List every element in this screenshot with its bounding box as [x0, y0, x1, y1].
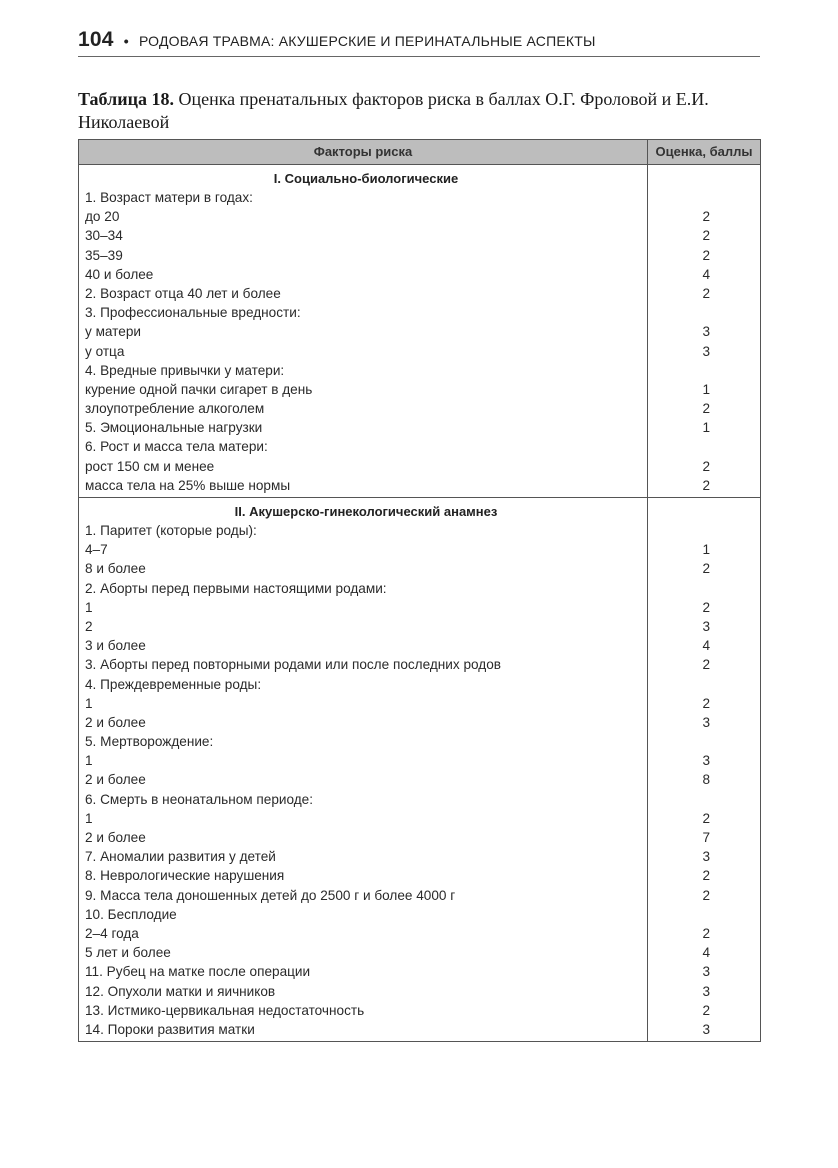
factor-label: рост 150 см и менее	[85, 458, 215, 474]
factor-score: 3	[702, 618, 710, 634]
factor-score	[648, 437, 760, 456]
factor-score: 2	[702, 247, 710, 263]
factor-label: 3. Профессиональные вредности:	[85, 305, 301, 321]
factor-label: 1	[85, 599, 93, 615]
risk-factors-table	[78, 139, 761, 1042]
factor-label: 4. Вредные привычки у матери:	[85, 362, 285, 378]
factor-score	[648, 521, 760, 540]
factors-column	[79, 498, 648, 1041]
scores-column	[648, 498, 760, 1041]
factor-label: 14. Пороки развития матки	[85, 1021, 255, 1037]
factor-label: 2 и более	[85, 714, 146, 730]
factor-label: 1. Паритет (которые роды):	[85, 523, 257, 538]
factor-score: 3	[702, 983, 710, 999]
factor-label: 6. Рост и масса тела матери:	[85, 439, 268, 455]
factor-score	[648, 361, 760, 380]
factor-score: 3	[702, 343, 710, 359]
factor-label: до 20	[85, 209, 120, 225]
factor-label: 4–7	[85, 542, 108, 558]
factor-score: 2	[702, 599, 710, 615]
factor-score: 1	[702, 420, 710, 436]
header-separator: •	[123, 33, 129, 49]
factor-label: 3 и более	[85, 638, 146, 654]
factor-score: 1	[702, 381, 710, 397]
factor-label: 35–39	[85, 247, 123, 263]
factor-label: 2. Возраст отца 40 лет и более	[85, 285, 281, 301]
factor-label: у матери	[85, 324, 141, 340]
table-section	[79, 165, 760, 497]
factor-label: 1	[85, 695, 93, 711]
factor-label: 10. Бесплодие	[85, 906, 177, 922]
factor-score: 2	[702, 458, 710, 474]
factor-label: 1	[85, 753, 93, 769]
caption-text: Оценка пренатальных факторов риска в баллах О.Г. Фроловой и Е.И. Николаевой	[78, 89, 709, 132]
factor-score: 2	[702, 868, 710, 884]
factor-score: 2	[702, 695, 710, 711]
factor-score	[648, 905, 760, 924]
factor-score	[648, 303, 760, 322]
factor-score	[648, 790, 760, 809]
section-title: II. Акушерско-гинекологический анамнез	[234, 504, 498, 519]
caption-label: Таблица 18.	[78, 89, 174, 109]
factor-score: 2	[702, 1002, 710, 1018]
factor-score: 3	[702, 1021, 710, 1037]
section-title-spacer	[648, 502, 760, 521]
factor-score: 2	[702, 401, 710, 417]
column-header-factors: Факторы риска	[79, 140, 648, 164]
factor-score: 2	[702, 887, 710, 903]
factor-label: 2. Аборты перед первыми настоящими родами:	[85, 580, 387, 596]
table-header	[79, 140, 760, 165]
factor-score: 2	[702, 925, 710, 941]
scores-column	[648, 165, 760, 497]
column-header-score: Оценка, баллы	[655, 144, 753, 159]
factor-score: 3	[702, 964, 710, 980]
factor-score: 1	[702, 542, 710, 558]
factor-label: 2–4 года	[85, 925, 139, 941]
factor-score: 3	[702, 714, 710, 730]
factor-score: 2	[702, 477, 710, 493]
factor-score	[648, 675, 760, 694]
factor-label: 5. Мертворождение:	[85, 734, 214, 750]
factor-score: 2	[702, 657, 710, 673]
factors-column	[79, 165, 648, 497]
factor-score: 3	[702, 753, 710, 769]
factor-score	[648, 579, 760, 598]
factor-label: злоупотребление алкоголем	[85, 401, 265, 417]
factor-score: 3	[702, 849, 710, 865]
factor-label: 8. Неврологические нарушения	[85, 868, 285, 884]
factor-label: 5. Эмоциональные нагрузки	[85, 420, 263, 436]
factor-score: 4	[702, 945, 710, 961]
factor-label: 4. Преждевременные роды:	[85, 676, 262, 692]
factor-label: масса тела на 25% выше нормы	[85, 477, 291, 493]
factor-label: 1	[85, 810, 93, 826]
factor-score: 2	[702, 810, 710, 826]
factor-score	[648, 732, 760, 751]
factor-label: 3. Аборты перед повторными родами или после последних родов	[85, 657, 502, 673]
factor-score: 2	[702, 285, 710, 301]
factor-score	[648, 188, 760, 207]
table-caption	[78, 88, 768, 134]
factor-label: 40 и более	[85, 266, 154, 282]
factor-score: 7	[702, 830, 710, 845]
factor-label: 8 и более	[85, 561, 146, 577]
table-section	[79, 497, 760, 1041]
section-title: I. Социально-биологические	[273, 171, 459, 186]
factor-score: 2	[702, 561, 710, 577]
table-body	[79, 165, 760, 1041]
factor-label: 7. Аномалии развития у детей	[85, 849, 276, 865]
page-number: 104	[78, 28, 114, 51]
factor-label: 6. Смерть в неонатальном периоде:	[85, 791, 314, 807]
factor-label: у отца	[85, 343, 125, 359]
factor-score: 4	[702, 638, 710, 654]
running-title: РОДОВАЯ ТРАВМА: АКУШЕРСКИЕ И ПЕРИНАТАЛЬНЫЕ АСПЕКТЫ	[138, 33, 596, 49]
section-title-spacer	[648, 169, 760, 188]
factor-label: 9. Масса тела доношенных детей до 2500 г и более 4000 г	[85, 887, 456, 903]
factor-label: курение одной пачки сигарет в день	[85, 381, 313, 397]
running-header	[78, 28, 760, 57]
factor-score: 3	[702, 324, 710, 340]
factor-label: 30–34	[85, 228, 123, 244]
factor-score: 2	[702, 228, 710, 244]
factor-label: 12. Опухоли матки и яичников	[85, 983, 276, 999]
factor-score: 4	[702, 266, 710, 282]
factor-label: 1. Возраст матери в годах:	[85, 190, 253, 205]
factor-label: 11. Рубец на матке после операции	[85, 964, 311, 980]
factor-label: 2 и более	[85, 830, 146, 845]
factor-label: 5 лет и более	[85, 945, 171, 961]
factor-score: 2	[702, 209, 710, 225]
factor-label: 2	[85, 618, 93, 634]
factor-score: 8	[702, 772, 710, 788]
factor-label: 2 и более	[85, 772, 146, 788]
factor-label: 13. Истмико-цервикальная недостаточность	[85, 1002, 365, 1018]
